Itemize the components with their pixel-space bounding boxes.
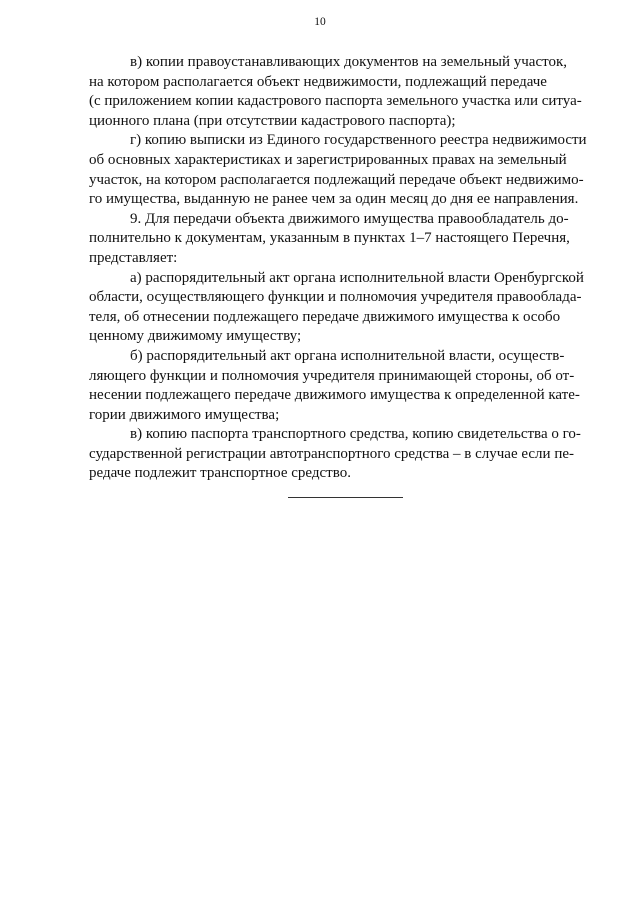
paragraph-item-v-vehicle-passport: в) копию паспорта транспортного средства, копию свидетельства о го- сударственной регистрации автотранспортного средства – в случае если пе- редаче подлежит транспортное средство. [89, 426, 581, 482]
paragraph-item-v-land-documents: в) копии правоустанавливающих документов на земельный участок, на котором располагается объект недвижимости, подлежащий передаче (с приложением копии кадастрового паспорта земельного участка или ситуа- ционного плана (при отсутствии кадастрового паспорта); [89, 54, 582, 129]
paragraph-item-a-executive-act: а) распорядительный акт органа исполнительной власти Оренбургской области, осуществляющего функции и полномочия учредителя правооблада- теля, об отнесении подлежащего передаче движимого имущества к особо ценному движимому имуществу; [89, 269, 584, 345]
paragraph-item-9-movable-property: 9. Для передачи объекта движимого имущества правообладатель до- полнительно к документам, указанным в пунктах 1–7 настоящего Перечня, представляет: [89, 210, 570, 266]
document-body [89, 53, 602, 484]
paragraph-item-g-registry-extract: г) копию выписки из Единого государственного реестра недвижимости об основных характеристиках и зарегистрированных правах на земельный участок, на котором располагается подлежащий передаче объект недвижимо- го имущества, выданную не ранее чем за один месяц до дня ее направления. [89, 132, 587, 208]
paragraph-item-b-executive-act: б) распорядительный акт органа исполнительной власти, осуществ- ляющего функции и полномочия учредителя принимающей стороны, об от- несении подлежащего передаче движимого имущества к определенной кате- гории движимого имущества; [89, 347, 580, 423]
page-number: 10 [314, 16, 326, 28]
end-of-document-rule [288, 497, 403, 498]
